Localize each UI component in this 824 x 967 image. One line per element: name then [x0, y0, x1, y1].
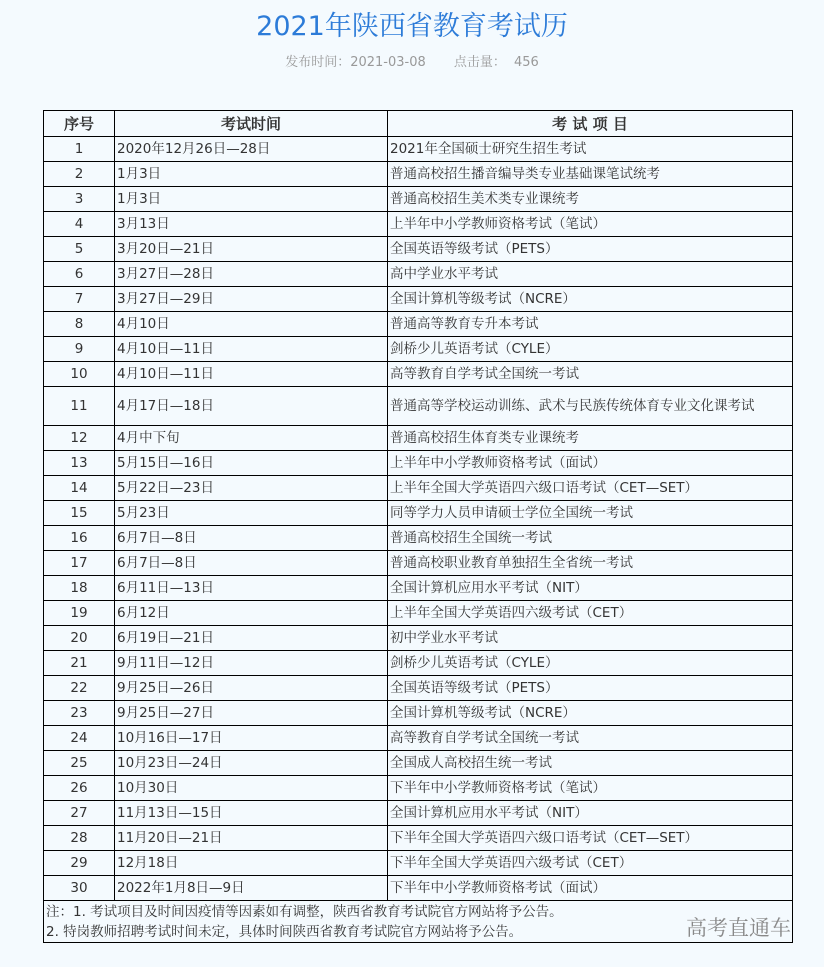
table-row	[44, 187, 793, 212]
cell-exam: 普通高校招生全国统一考试	[388, 526, 793, 551]
cell-date: 2022年1月8日—9日	[115, 876, 388, 901]
header-no: 序号	[44, 111, 115, 137]
cell-date: 5月15日—16日	[115, 451, 388, 476]
cell-exam: 初中学业水平考试	[388, 626, 793, 651]
cell-exam: 下半年全国大学英语四六级考试（CET）	[388, 851, 793, 876]
cell-date: 4月10日—11日	[115, 337, 388, 362]
table-row	[44, 601, 793, 626]
note-2: 2. 特岗教师招聘考试时间未定，具体时间陕西省教育考试院官方网站将予公告。	[46, 923, 523, 940]
cell-no: 1	[44, 137, 115, 162]
cell-date: 1月3日	[115, 187, 388, 212]
cell-no: 16	[44, 526, 115, 551]
cell-no: 20	[44, 626, 115, 651]
cell-date: 4月中下旬	[115, 426, 388, 451]
cell-date: 10月30日	[115, 776, 388, 801]
cell-no: 13	[44, 451, 115, 476]
cell-date: 6月7日—8日	[115, 551, 388, 576]
table-row	[44, 451, 793, 476]
cell-exam: 普通高校招生体育类专业课统考	[388, 426, 793, 451]
table-row	[44, 287, 793, 312]
page-title: 2021年陕西省教育考试历	[256, 11, 568, 42]
publish-date: 发布时间：2021-03-08	[285, 55, 426, 70]
table-row	[44, 387, 793, 426]
cell-exam: 全国计算机应用水平考试（NIT）	[388, 576, 793, 601]
cell-exam: 上半年全国大学英语四六级口语考试（CET—SET）	[388, 476, 793, 501]
cell-no: 19	[44, 601, 115, 626]
cell-date: 10月16日—17日	[115, 726, 388, 751]
table-row	[44, 526, 793, 551]
cell-no: 15	[44, 501, 115, 526]
cell-no: 3	[44, 187, 115, 212]
table-row	[44, 337, 793, 362]
cell-no: 4	[44, 212, 115, 237]
cell-exam: 全国计算机等级考试（NCRE）	[388, 701, 793, 726]
cell-exam: 全国英语等级考试（PETS）	[388, 676, 793, 701]
cell-date: 3月13日	[115, 212, 388, 237]
cell-date: 9月11日—12日	[115, 651, 388, 676]
cell-no: 21	[44, 651, 115, 676]
cell-exam: 全国计算机等级考试（NCRE）	[388, 287, 793, 312]
cell-no: 5	[44, 237, 115, 262]
table-row	[44, 726, 793, 751]
cell-exam: 剑桥少儿英语考试（CYLE）	[388, 651, 793, 676]
click-count-label: 点击量：	[453, 55, 506, 70]
notes-row	[44, 901, 793, 943]
table-row	[44, 701, 793, 726]
cell-exam: 普通高校招生美术类专业课统考	[388, 187, 793, 212]
cell-date: 6月19日—21日	[115, 626, 388, 651]
table-row	[44, 626, 793, 651]
cell-exam: 高等教育自学考试全国统一考试	[388, 726, 793, 751]
cell-date: 6月11日—13日	[115, 576, 388, 601]
table-row	[44, 551, 793, 576]
cell-exam: 上半年中小学教师资格考试（笔试）	[388, 212, 793, 237]
table-row	[44, 676, 793, 701]
table-row	[44, 651, 793, 676]
cell-date: 11月13日—15日	[115, 801, 388, 826]
table-row	[44, 426, 793, 451]
cell-date: 2020年12月26日—28日	[115, 137, 388, 162]
table-row	[44, 776, 793, 801]
cell-exam: 同等学力人员申请硕士学位全国统一考试	[388, 501, 793, 526]
cell-date: 3月27日—28日	[115, 262, 388, 287]
cell-date: 9月25日—27日	[115, 701, 388, 726]
cell-exam: 高中学业水平考试	[388, 262, 793, 287]
cell-exam: 上半年中小学教师资格考试（面试）	[388, 451, 793, 476]
cell-no: 8	[44, 312, 115, 337]
table-row	[44, 826, 793, 851]
article-meta	[0, 51, 824, 70]
cell-exam: 全国英语等级考试（PETS）	[388, 237, 793, 262]
header-exam: 考 试 项 目	[388, 111, 793, 137]
cell-exam: 高等教育自学考试全国统一考试	[388, 362, 793, 387]
cell-exam: 普通高校职业教育单独招生全省统一考试	[388, 551, 793, 576]
watermark: 高考直通车	[686, 916, 791, 940]
cell-date: 4月10日	[115, 312, 388, 337]
exam-calendar-table	[43, 110, 793, 943]
cell-exam: 全国成人高校招生统一考试	[388, 751, 793, 776]
cell-exam: 2021年全国硕士研究生招生考试	[388, 137, 793, 162]
cell-exam: 上半年全国大学英语四六级考试（CET）	[388, 601, 793, 626]
cell-no: 11	[44, 387, 115, 426]
cell-no: 24	[44, 726, 115, 751]
table-row	[44, 212, 793, 237]
cell-no: 30	[44, 876, 115, 901]
notes-cell	[44, 901, 793, 943]
table-row	[44, 801, 793, 826]
cell-no: 6	[44, 262, 115, 287]
cell-exam: 全国计算机应用水平考试（NIT）	[388, 801, 793, 826]
cell-no: 27	[44, 801, 115, 826]
cell-exam: 普通高校招生播音编导类专业基础课笔试统考	[388, 162, 793, 187]
note-1: 注：1. 考试项目及时间因疫情等因素如有调整，陕西省教育考试院官方网站将予公告。	[46, 903, 563, 920]
cell-no: 17	[44, 551, 115, 576]
cell-no: 2	[44, 162, 115, 187]
cell-date: 4月17日—18日	[115, 387, 388, 426]
cell-exam: 普通高等学校运动训练、武术与民族传统体育专业文化课考试	[388, 387, 793, 426]
table-row	[44, 476, 793, 501]
cell-no: 10	[44, 362, 115, 387]
table-row	[44, 237, 793, 262]
click-count-value: 456	[513, 55, 539, 70]
cell-date: 10月23日—24日	[115, 751, 388, 776]
cell-date: 5月22日—23日	[115, 476, 388, 501]
table-header-row	[44, 111, 793, 137]
cell-date: 3月20日—21日	[115, 237, 388, 262]
cell-date: 4月10日—11日	[115, 362, 388, 387]
cell-no: 29	[44, 851, 115, 876]
table-row	[44, 501, 793, 526]
cell-exam: 普通高等教育专升本考试	[388, 312, 793, 337]
cell-no: 26	[44, 776, 115, 801]
cell-no: 23	[44, 701, 115, 726]
cell-no: 28	[44, 826, 115, 851]
cell-exam: 下半年中小学教师资格考试（笔试）	[388, 776, 793, 801]
cell-date: 3月27日—29日	[115, 287, 388, 312]
click-count	[454, 55, 539, 70]
table-row	[44, 362, 793, 387]
cell-exam: 剑桥少儿英语考试（CYLE）	[388, 337, 793, 362]
table-row	[44, 262, 793, 287]
table-row	[44, 162, 793, 187]
header-date: 考试时间	[115, 111, 388, 137]
cell-date: 1月3日	[115, 162, 388, 187]
table-row	[44, 851, 793, 876]
table-row	[44, 576, 793, 601]
cell-no: 25	[44, 751, 115, 776]
cell-exam: 下半年全国大学英语四六级口语考试（CET—SET）	[388, 826, 793, 851]
cell-no: 18	[44, 576, 115, 601]
table-row	[44, 312, 793, 337]
cell-date: 6月12日	[115, 601, 388, 626]
cell-exam: 下半年中小学教师资格考试（面试）	[388, 876, 793, 901]
cell-date: 9月25日—26日	[115, 676, 388, 701]
cell-no: 22	[44, 676, 115, 701]
cell-no: 7	[44, 287, 115, 312]
cell-date: 6月7日—8日	[115, 526, 388, 551]
cell-date: 12月18日	[115, 851, 388, 876]
cell-no: 14	[44, 476, 115, 501]
cell-date: 11月20日—21日	[115, 826, 388, 851]
cell-no: 9	[44, 337, 115, 362]
table-row	[44, 876, 793, 901]
table-row	[44, 137, 793, 162]
cell-date: 5月23日	[115, 501, 388, 526]
cell-no: 12	[44, 426, 115, 451]
table-row	[44, 751, 793, 776]
